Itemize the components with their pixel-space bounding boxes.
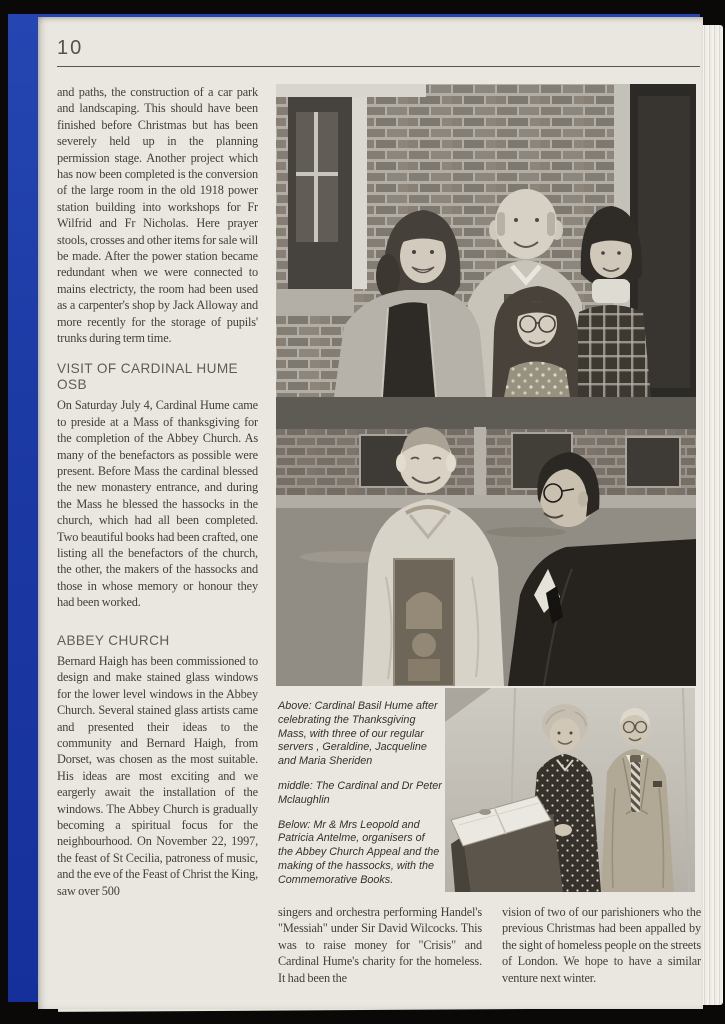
photo-priest-with-servers xyxy=(276,84,696,397)
continuation-column-right xyxy=(502,904,701,986)
book-fore-edge xyxy=(702,25,723,1005)
article-left-column xyxy=(57,84,258,899)
intro-paragraph: and paths, the construction of a car park and landscaping. This should have been finished before Christmas but has been severely held up in the planning permission stage. Another project which has now been completed is the conversion of the large room in the old 1918 power station building into workshops for Fr Wilfrid and Fr Nicholas. Here prayer stools, crosses and other items for sale will be made. After the power station became redundant when we were connected to mains electricty, the room had been used as a carpenter's shop by Jack Alloway and more recently for the storage of pupils' trunks during term time. xyxy=(57,85,258,346)
caption-below: Below: Mr & Mrs Leopold and Patricia Antelme, organisers of the Abbey Church Appeal and the making of the hassocks, with the Commemorative Books. xyxy=(278,818,440,886)
continuation-paragraph-right: vision of two of our parishioners who the previous Christmas had been appalled by the sight of homeless people on the streets of London. We hope to have a similar venture next winter. xyxy=(502,905,701,985)
caption-above: Above: Cardinal Basil Hume after celebrating the Thanksgiving Mass, with three of our regular servers , Geraldine, Jacqueline and Maria Sheriden xyxy=(278,700,438,768)
section-heading-abbey-church: ABBEY CHURCH xyxy=(57,632,170,648)
photo-cardinal-and-dr-mclaughlin xyxy=(276,397,696,686)
caption-middle: middle: The Cardinal and Dr Peter Mclaughlin xyxy=(278,779,442,806)
photo-captions xyxy=(278,700,442,899)
page-number: 10 xyxy=(57,37,84,59)
section-heading-visit-of-cardinal-hume: VISIT OF CARDINAL HUME OSB xyxy=(57,360,239,392)
header-rule xyxy=(57,66,700,67)
continuation-paragraph-left: singers and orchestra performing Handel's "Messiah" under Sir David Wilcocks. This was to raise money for "Crisis" and Cardinal Hume's charity for the homeless. It had been the xyxy=(278,905,482,985)
continuation-column-left xyxy=(278,904,482,986)
page xyxy=(38,17,703,1009)
section-body-visit-of-cardinal-hume: On Saturday July 4, Cardinal Hume came to preside at a Mass of thanksgiving for the completion of the Abbey Church. As many of the benefactors as possible were present. Before Mass the cardinal blessed the new monastery entrance, and during the Mass he blessed the hassocks in the church, which had all been completed. Two beautiful books had been crafted, one listing all the benefactors of the church, the other, the makers of the hassocks and those in whose memory or honour they had been worked. xyxy=(57,398,258,610)
section-body-abbey-church: Bernard Haigh has been commissioned to design and make stained glass windows for the lower level windows in the Abbey Church. Several stained glass artists came and presented their ideas to the community and Bernard Haigh, from Dorset, was chosen as the most suitable. His ideas are most exciting and we eargerly await the installation of the windows. The Abbey Church is gradually becoming a spiritual focus for the neighbourhood. On November 22, 1997, the feast of St Cecilia, patroness of music, and the eve of the Feast of Christ the King, saw over 500 xyxy=(57,654,258,898)
photo-couple-with-book xyxy=(445,688,695,892)
